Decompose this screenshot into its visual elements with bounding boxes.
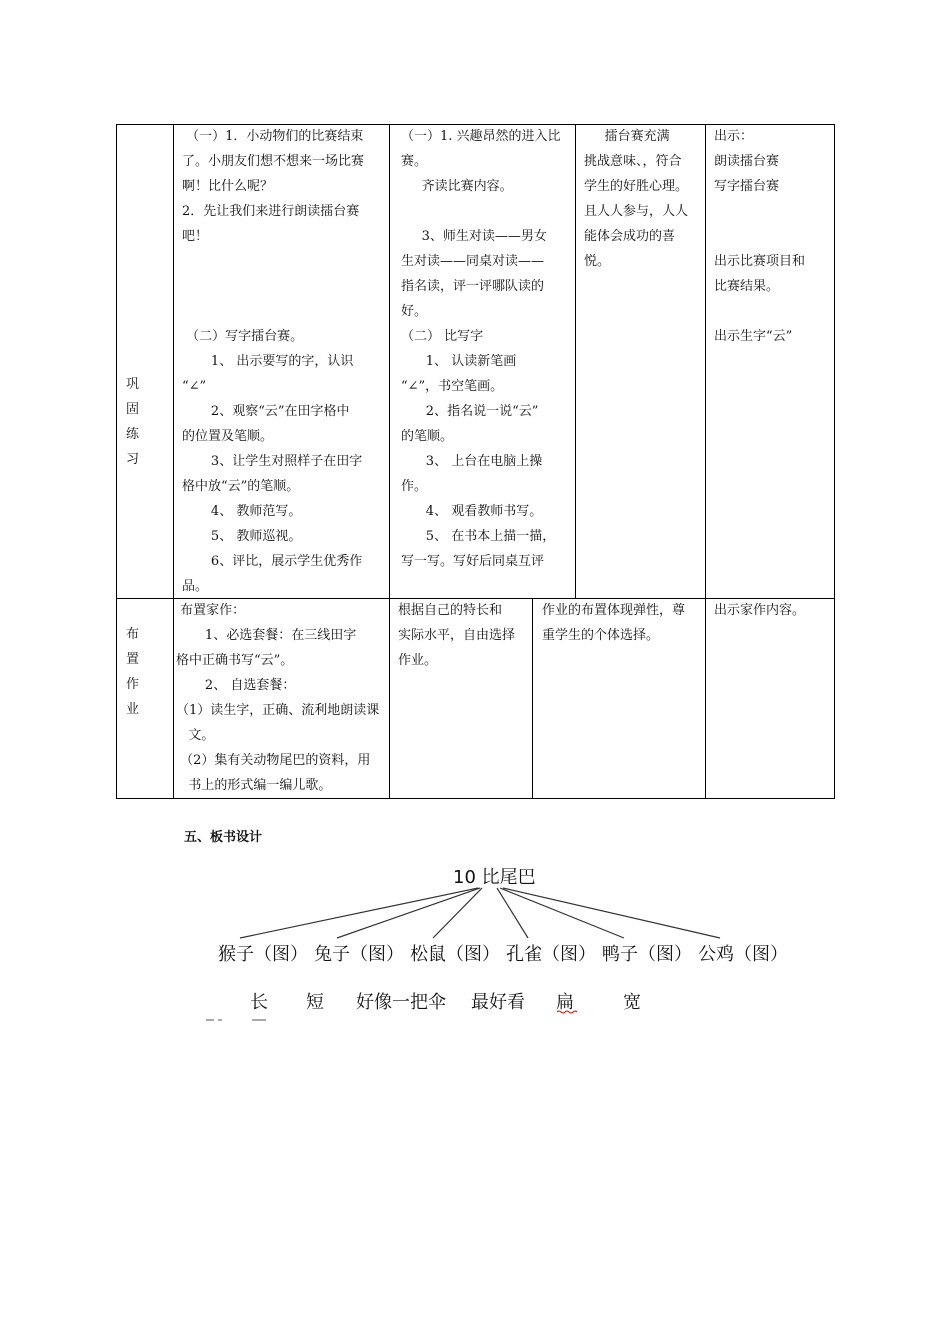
animal-label: 鸭子（图） [602, 944, 692, 965]
animal-label: 猴子（图） [218, 944, 308, 965]
animal-label: 公鸡（图） [698, 944, 788, 965]
trait-label: 宽 [623, 992, 641, 1013]
connector-line [500, 888, 624, 938]
animal-label: 兔子（图） [314, 944, 404, 965]
trait-labels [250, 992, 641, 1013]
connector-line [497, 888, 528, 938]
connector-lines [240, 888, 720, 938]
connector-line [503, 888, 720, 938]
row2-stage-label: 布 置 作 业 [126, 627, 140, 717]
row2-student-activity: 根据自己的特长和 实际水平，自由选择 作业。 [398, 603, 516, 668]
row2-design-intent: 作业的布置体现弹性，尊 重学生的个体选择。 [542, 603, 686, 643]
row2-media: 出示家作内容。 [714, 603, 806, 618]
trait-label: 好像一把伞 [356, 992, 446, 1013]
row1-teacher-activity: （一）1．小动物们的比赛结束 了。小朋友们想不想来一场比赛 啊！比什么呢？ 2．先让我们来进行朗读擂台赛 吧！ （二）写字擂台赛。 1、 出示要写的字，认识 “∠” 2、观察“云”在田字格中 的位置及笔顺。 3、让学生对照样子在田字 格中放“云”的笔顺。 4、 教师范写。 5、 教师巡视。 6、评比，展示学生优秀作 品。 [182, 129, 365, 594]
row1-design-intent: 擂台赛充满 挑战意味、，符合 学生的好胜心理。 且人人参与，人人 能体会成功的喜 悦。 [584, 129, 689, 269]
row1-stage-label: 巩 固 练 习 [126, 377, 140, 467]
animal-label: 孔雀（图） [506, 944, 596, 965]
trait-label: 扁 [556, 992, 574, 1013]
animal-label: 松鼠（图） [410, 944, 500, 965]
row2-teacher-activity: 布置家作： 1、必选套餐：在三线田字 格中正确书写“云”。 2、 自选套餐： （1）读生字，正确、流利地朗读课 文。 （2）集有关动物尾巴的资料，用 书上的形式编一编儿歌。 [176, 603, 380, 793]
board-title: 10 比尾巴 [453, 867, 536, 888]
trait-label: 长 [250, 992, 268, 1013]
trait-label: 最好看 [471, 992, 525, 1013]
section-heading: 五、板书设计 [184, 830, 263, 845]
row1-media: 出示： 朗读擂台赛 写字擂台赛 出示比赛项目和 比赛结果。 出示生字“云” [714, 129, 806, 344]
animal-labels [218, 944, 788, 965]
row1-student-activity: （一）1. 兴趣昂然的进入比 赛。 齐读比赛内容。 3、师生对读——男女 生对读——同桌对读—— 指名读，评一评哪队读的 好。 （二） 比写字 1、 认读新笔画 “∠”，书空笔画。 2、指名说一说“云” 的笔顺。 3、 上台在电脑上操 作。 4、 观看教师书写。 5、 在书本上描一描， 写一写。写好后同桌互评 [401, 129, 561, 569]
trait-label: 短 [306, 992, 324, 1013]
